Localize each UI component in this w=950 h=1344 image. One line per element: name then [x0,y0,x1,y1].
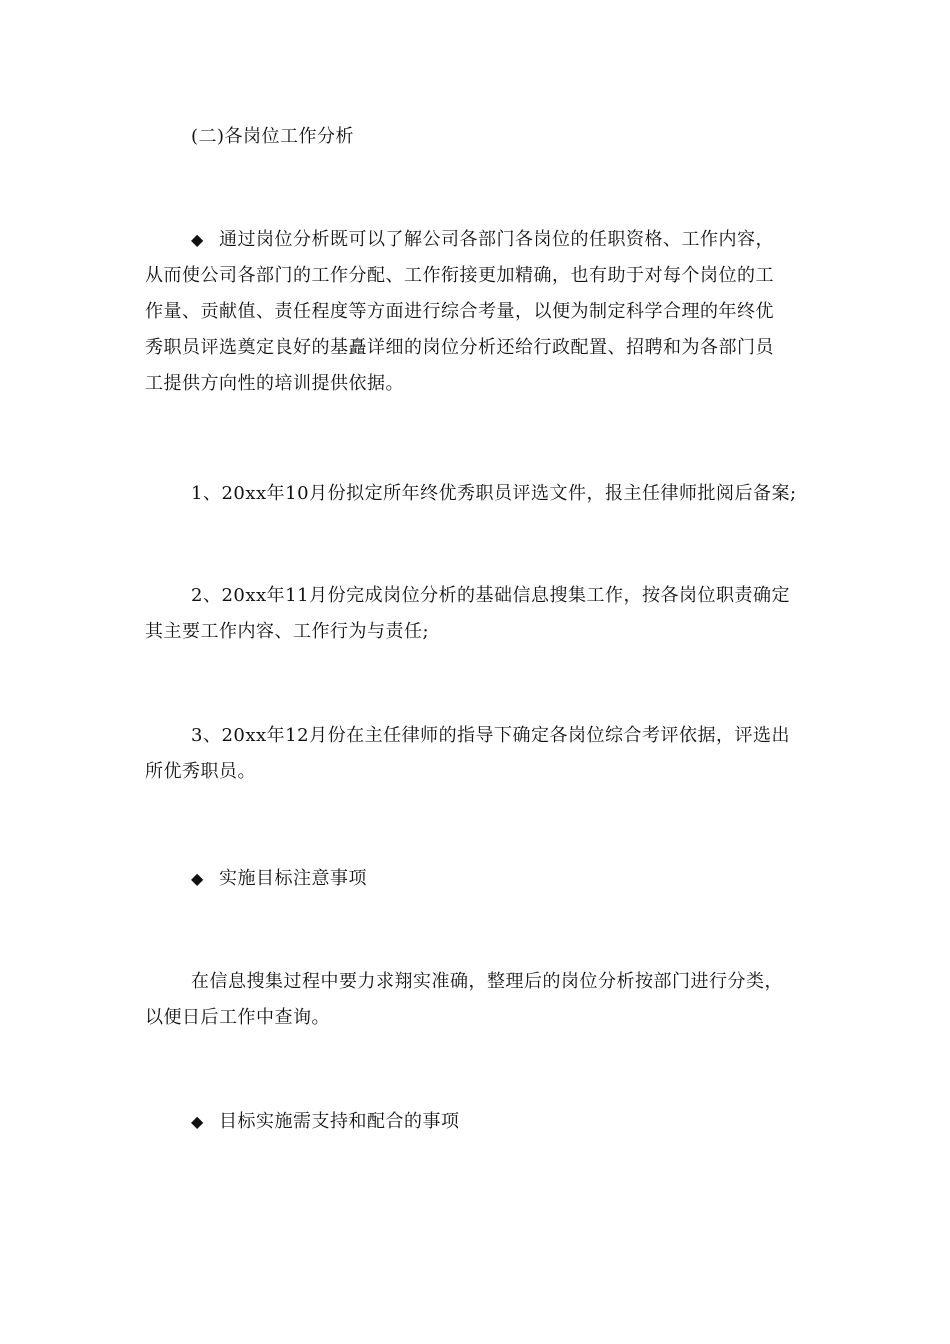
paragraph-line [145,222,817,258]
item-3-line: 所优秀职员。 [145,761,256,782]
paragraph-text: 通过岗位分析既可以了解公司各部门各岗位的任职资格、工作内容， [219,229,774,250]
heading-line [145,1104,817,1140]
heading-line [145,861,817,897]
paragraph-line: 以便日后工作中查询。 [145,1007,330,1028]
paragraph-line: 作量、贡献值、责任程度等方面进行综合考量，以便为制定科学合理的年终优 [145,301,774,322]
item-3-line: 3、20xx年12月份在主任律师的指导下确定各岗位综合考评依据，评选出 [191,725,791,746]
item-3-block [145,718,817,790]
item-2-line: 其主要工作内容、工作行为与责任; [145,621,430,642]
paragraph-notes [145,964,817,1036]
heading-notes-block [145,861,817,897]
item-2-block [145,578,817,650]
diamond-bullet-icon: ◆ [191,869,204,888]
heading-notes: 实施目标注意事项 [219,868,367,889]
paragraph-line: 在信息搜集过程中要力求翔实准确，整理后的岗位分析按部门进行分类， [191,971,783,992]
section-title: (二)各岗位工作分析 [191,126,355,147]
paragraph-line: 从而使公司各部门的工作分配、工作衔接更加精确，也有助于对每个岗位的工 [145,265,774,286]
diamond-bullet-icon: ◆ [191,230,204,249]
paragraph-job-analysis [145,222,817,402]
item-1-block [145,476,817,512]
heading-support-block [145,1104,817,1140]
item-1-text: 1、20xx年10月份拟定所年终优秀职员评选文件，报主任律师批阅后备案; [191,483,797,504]
item-2-line: 2、20xx年11月份完成岗位分析的基础信息搜集工作，按各岗位职责确定 [191,585,791,606]
section-title-block [145,119,817,155]
diamond-bullet-icon: ◆ [191,1112,204,1131]
heading-support: 目标实施需支持和配合的事项 [219,1111,460,1132]
paragraph-line: 秀职员评选奠定良好的基矗详细的岗位分析还给行政配置、招聘和为各部门员 [145,337,774,358]
paragraph-line: 工提供方向性的培训提供依据。 [145,373,404,394]
